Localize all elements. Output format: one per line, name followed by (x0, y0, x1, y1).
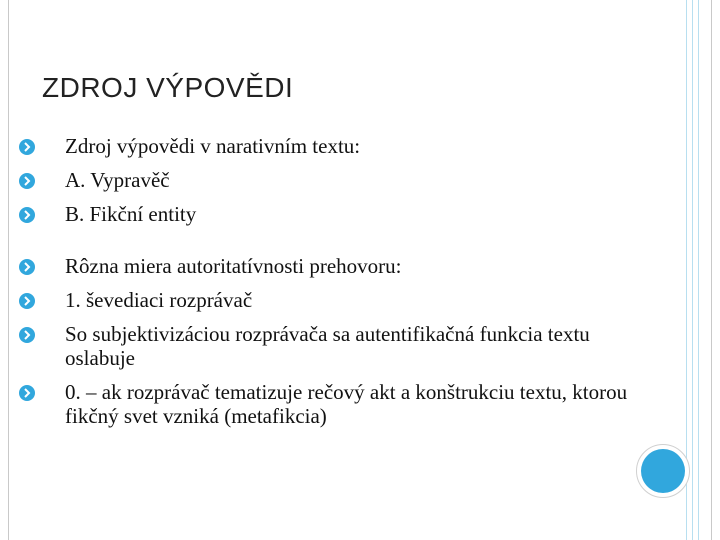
bullet-arrow-icon (18, 292, 36, 310)
bullet-text: So subjektivizáciou rozprávača sa autentifikačná funkcia textu oslabuje (65, 322, 590, 370)
list-item (18, 168, 658, 192)
bullet-arrow-icon (18, 258, 36, 276)
bullet-text: 1. ševediaci rozprávač (65, 288, 253, 312)
decorative-circle (641, 449, 685, 493)
bullet-text: Zdroj výpovědi v narativním textu: (65, 134, 361, 158)
list-item (18, 202, 658, 226)
list-item (18, 322, 658, 370)
bullet-arrow-icon (18, 138, 36, 156)
list-item (18, 134, 658, 158)
bullet-arrow-icon (18, 206, 36, 224)
slide-title: ZDROJ VÝPOVĚDI (42, 72, 294, 103)
list-item (18, 288, 658, 312)
bullet-text: B. Fikční entity (65, 202, 197, 226)
bullet-text: A. Vypravěč (65, 168, 170, 192)
bullet-arrow-icon (18, 326, 36, 344)
bullet-text: 0. – ak rozprávač tematizuje rečový akt a konštrukciu textu, ktorou fikčný svet vzniká (metafikcia) (65, 380, 628, 428)
decorative-line (698, 0, 699, 540)
bullet-list (18, 134, 658, 438)
list-item (18, 380, 658, 428)
bullet-arrow-icon (18, 172, 36, 190)
decorative-line (692, 0, 693, 540)
list-item (18, 254, 658, 278)
bullet-text: Rôzna miera autoritatívnosti prehovoru: (65, 254, 402, 278)
bullet-arrow-icon (18, 384, 36, 402)
